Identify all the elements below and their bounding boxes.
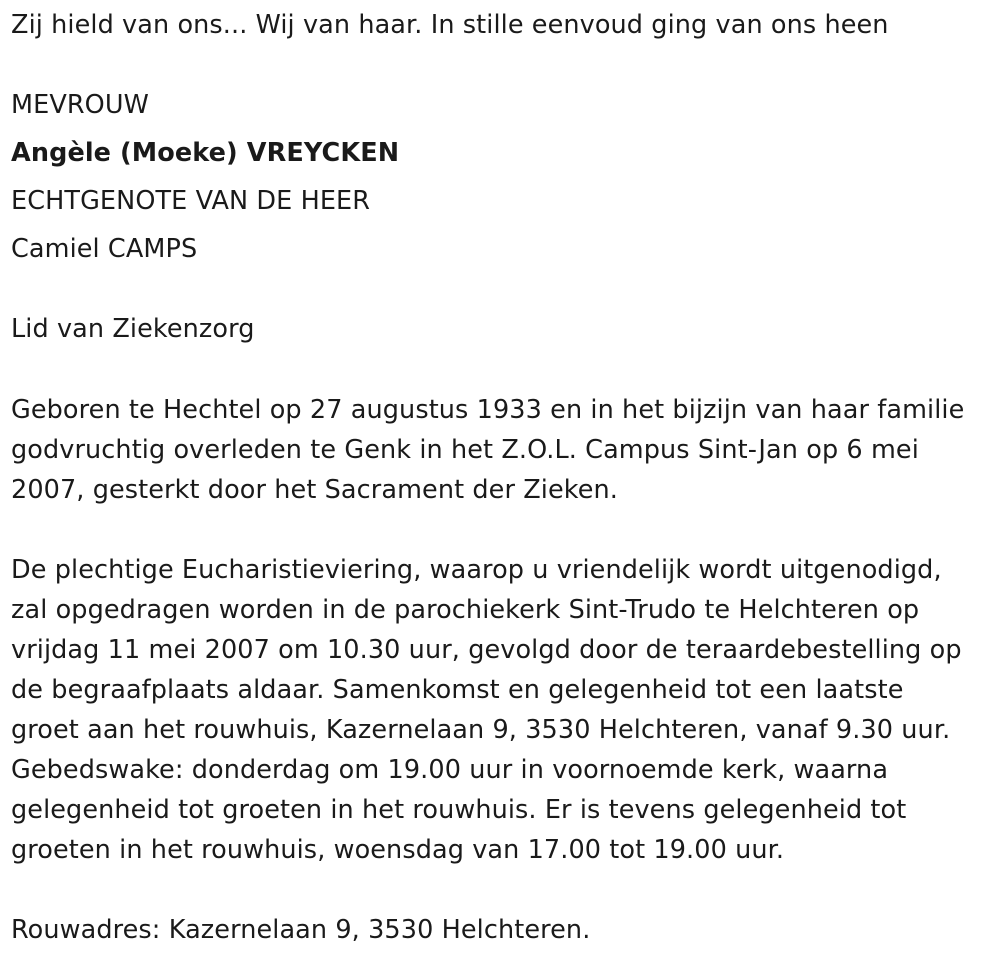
paragraph-line: 2007, gesterkt door het Sacrament der Zieken. [11,475,618,505]
membership-text: Lid van Ziekenzorg [11,314,255,344]
paragraph-line: vrijdag 11 mei 2007 om 10.30 uur, gevolgd door de teraardebestelling op [11,635,962,665]
paragraph-line: Geboren te Hechtel op 27 augustus 1933 en in het bijzijn van haar familie [11,395,965,425]
deceased-name: Angèle (Moeke) VREYCKEN [11,138,400,168]
address-paragraph [11,910,590,950]
paragraph-line: groeten in het rouwhuis, woensdag van 17.00 tot 19.00 uur. [11,835,785,865]
ceremony-paragraph [11,550,962,870]
spouse-label: ECHTGENOTE VAN DE HEER [11,186,371,216]
paragraph-line: de begraafplaats aldaar. Samenkomst en gelegenheid tot een laatste [11,675,904,705]
paragraph-line: gelegenheid tot groeten in het rouwhuis. Er is tevens gelegenheid tot [11,795,907,825]
paragraph-line: groet aan het rouwhuis, Kazernelaan 9, 3530 Helchteren, vanaf 9.30 uur. [11,715,951,745]
paragraph-line: Gebedswake: donderdag om 19.00 uur in voornoemde kerk, waarna [11,755,889,785]
paragraph-line: De plechtige Eucharistieviering, waarop u vriendelijk wordt uitgenodigd, [11,555,942,585]
title-prefix: MEVROUW [11,90,149,120]
paragraph-line: godvruchtig overleden te Genk in het Z.O.L. Campus Sint-Jan op 6 mei [11,435,919,465]
paragraph-line: zal opgedragen worden in de parochiekerk Sint-Trudo te Helchteren op [11,595,920,625]
birth-death-paragraph [11,390,964,510]
intro-text: Zij hield van ons... Wij van haar. In stille eenvoud ging van ons heen [11,10,889,40]
spouse-name: Camiel CAMPS [11,234,198,264]
mourning-address: Rouwadres: Kazernelaan 9, 3530 Helchteren. [11,915,591,945]
